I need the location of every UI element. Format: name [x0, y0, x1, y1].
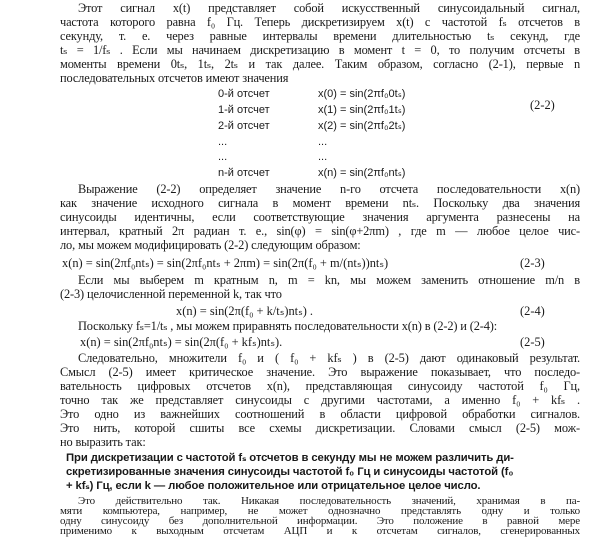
highlight-statement: При дискретизации с частотой fₛ отсчетов в секунду мы не можем различить ди-: [66, 452, 514, 464]
text-line: последовательных отсчетов имеют значения: [60, 71, 289, 85]
text-line: секунду, т. е. через равные интервалы времени длительностью tₛ секунд, где: [60, 29, 580, 43]
sample-label: 2-й отсчет: [218, 120, 270, 132]
text-line: точно так же представляет синусоиды с другими частотами, а именно f₀ + kfₛ .: [60, 393, 580, 407]
sample-value: x(n) = sin(2πf₀ntₛ): [318, 167, 406, 179]
text-line: Выражение (2-2) определяет значение n-го отсчета последовательности x(n): [78, 182, 580, 196]
text-line: но выразить так:: [60, 435, 146, 449]
text-line: вательность цифровых отсчетов x(n), представляющая синусоиду частотой f₀ Гц,: [60, 379, 580, 393]
sample-label: n-й отсчет: [218, 167, 270, 179]
text-line: Это одно из важнейших соотношений в области цифровой обработки сигналов.: [60, 407, 580, 421]
sample-value: ...: [318, 151, 328, 163]
text-line: tₛ = 1/fₛ . Если мы начинаем дискретизацию в момент t = 0, то получим отсчеты в: [60, 43, 580, 57]
text-line: интервал, кратный 2π радиан т. е., sin(φ) = sin(φ+2πm) , где m — любое целое чис-: [60, 224, 580, 238]
sample-value: x(0) = sin(2πf₀0tₛ): [318, 88, 406, 100]
sample-label: ...: [218, 136, 228, 148]
sample-label: ...: [218, 151, 228, 163]
sample-value: x(1) = sin(2πf₀1tₛ): [318, 104, 406, 116]
text-line: одну синусоиду без дополнительной информации. Это положение в равной мере: [60, 515, 580, 527]
text-line: Если мы выберем m кратным n, m = kn, мы можем заменить отношение m/n в: [78, 273, 580, 287]
text-line: Этот сигнал x(t) представляет собой искусственный синусоидальный сигнал,: [78, 1, 580, 15]
equation-number: (2-4): [520, 304, 545, 318]
text-line: Следовательно, множители f₀ и ( f₀ + kfₛ ) в (2-5) дают одинаковый результат.: [78, 351, 580, 365]
equation-number: (2-5): [520, 335, 545, 349]
text-line: синусоиды идентичны, если соответствующие значения аргумента разнесены на: [60, 210, 580, 224]
text-line: Поскольку fₛ=1/tₛ , мы можем приравнять последовательности x(n) в (2-2) и (2-4):: [78, 319, 498, 333]
text-line: мяти компьютера, например, не может однозначно представлять одну и только: [60, 505, 580, 517]
text-line: частота которого равна f₀ Гц. Теперь дискретизируем x(t) с частотой fₛ отсчетов в: [60, 15, 580, 29]
sample-value: x(2) = sin(2πf₀2tₛ): [318, 120, 406, 132]
sample-label: 0-й отсчет: [218, 88, 270, 100]
text-line: применимо к выходным отсчетам АЦП и к отсчетам сигналов, сгенерированных: [60, 525, 580, 537]
text-line: моменты времени 0tₛ, 1tₛ, 2tₛ и так далее. Таким образом, согласно (2-1), первые n: [60, 57, 580, 71]
equation: x(n) = sin(2πf₀ntₛ) = sin(2π(f₀ + kfₛ)ntₛ).: [80, 335, 283, 349]
text-line: Это нить, которой сшиты все схемы дискретизации. Словами смысл (2-5) мож-: [60, 421, 580, 435]
text-line: Это действительно так. Никакая последовательность значений, хранимая в па-: [78, 495, 580, 507]
equation: x(n) = sin(2πf₀ntₛ) = sin(2πf₀ntₛ + 2πm) = sin(2π(f₀ + m/(ntₛ))ntₛ): [62, 256, 389, 270]
equation-number: (2-3): [520, 256, 545, 270]
highlight-statement: скретизированные значения синусоиды частотой f₀ Гц и синусоиды частотой (f₀: [66, 466, 514, 478]
highlight-statement: + kfₛ) Гц, если k — любое положительное или отрицательное целое число.: [66, 480, 481, 492]
sample-value: ...: [318, 136, 328, 148]
sample-label: 1-й отсчет: [218, 104, 270, 116]
text-line: ло, мы можем модифицировать (2-2) следующим образом:: [60, 238, 361, 252]
equation-number: (2-2): [530, 98, 555, 112]
text-line: Смысл (2-5) имеет критическое значение. Это выражение показывает, что последо-: [60, 365, 580, 379]
text-line: как значение исходного сигнала в момент времени ntₛ. Поскольку два значения: [60, 196, 580, 210]
text-line: (2-3) целочисленной переменной k, так что: [60, 287, 282, 301]
equation: x(n) = sin(2π(f₀ + k/tₛ)ntₛ) .: [176, 304, 314, 318]
